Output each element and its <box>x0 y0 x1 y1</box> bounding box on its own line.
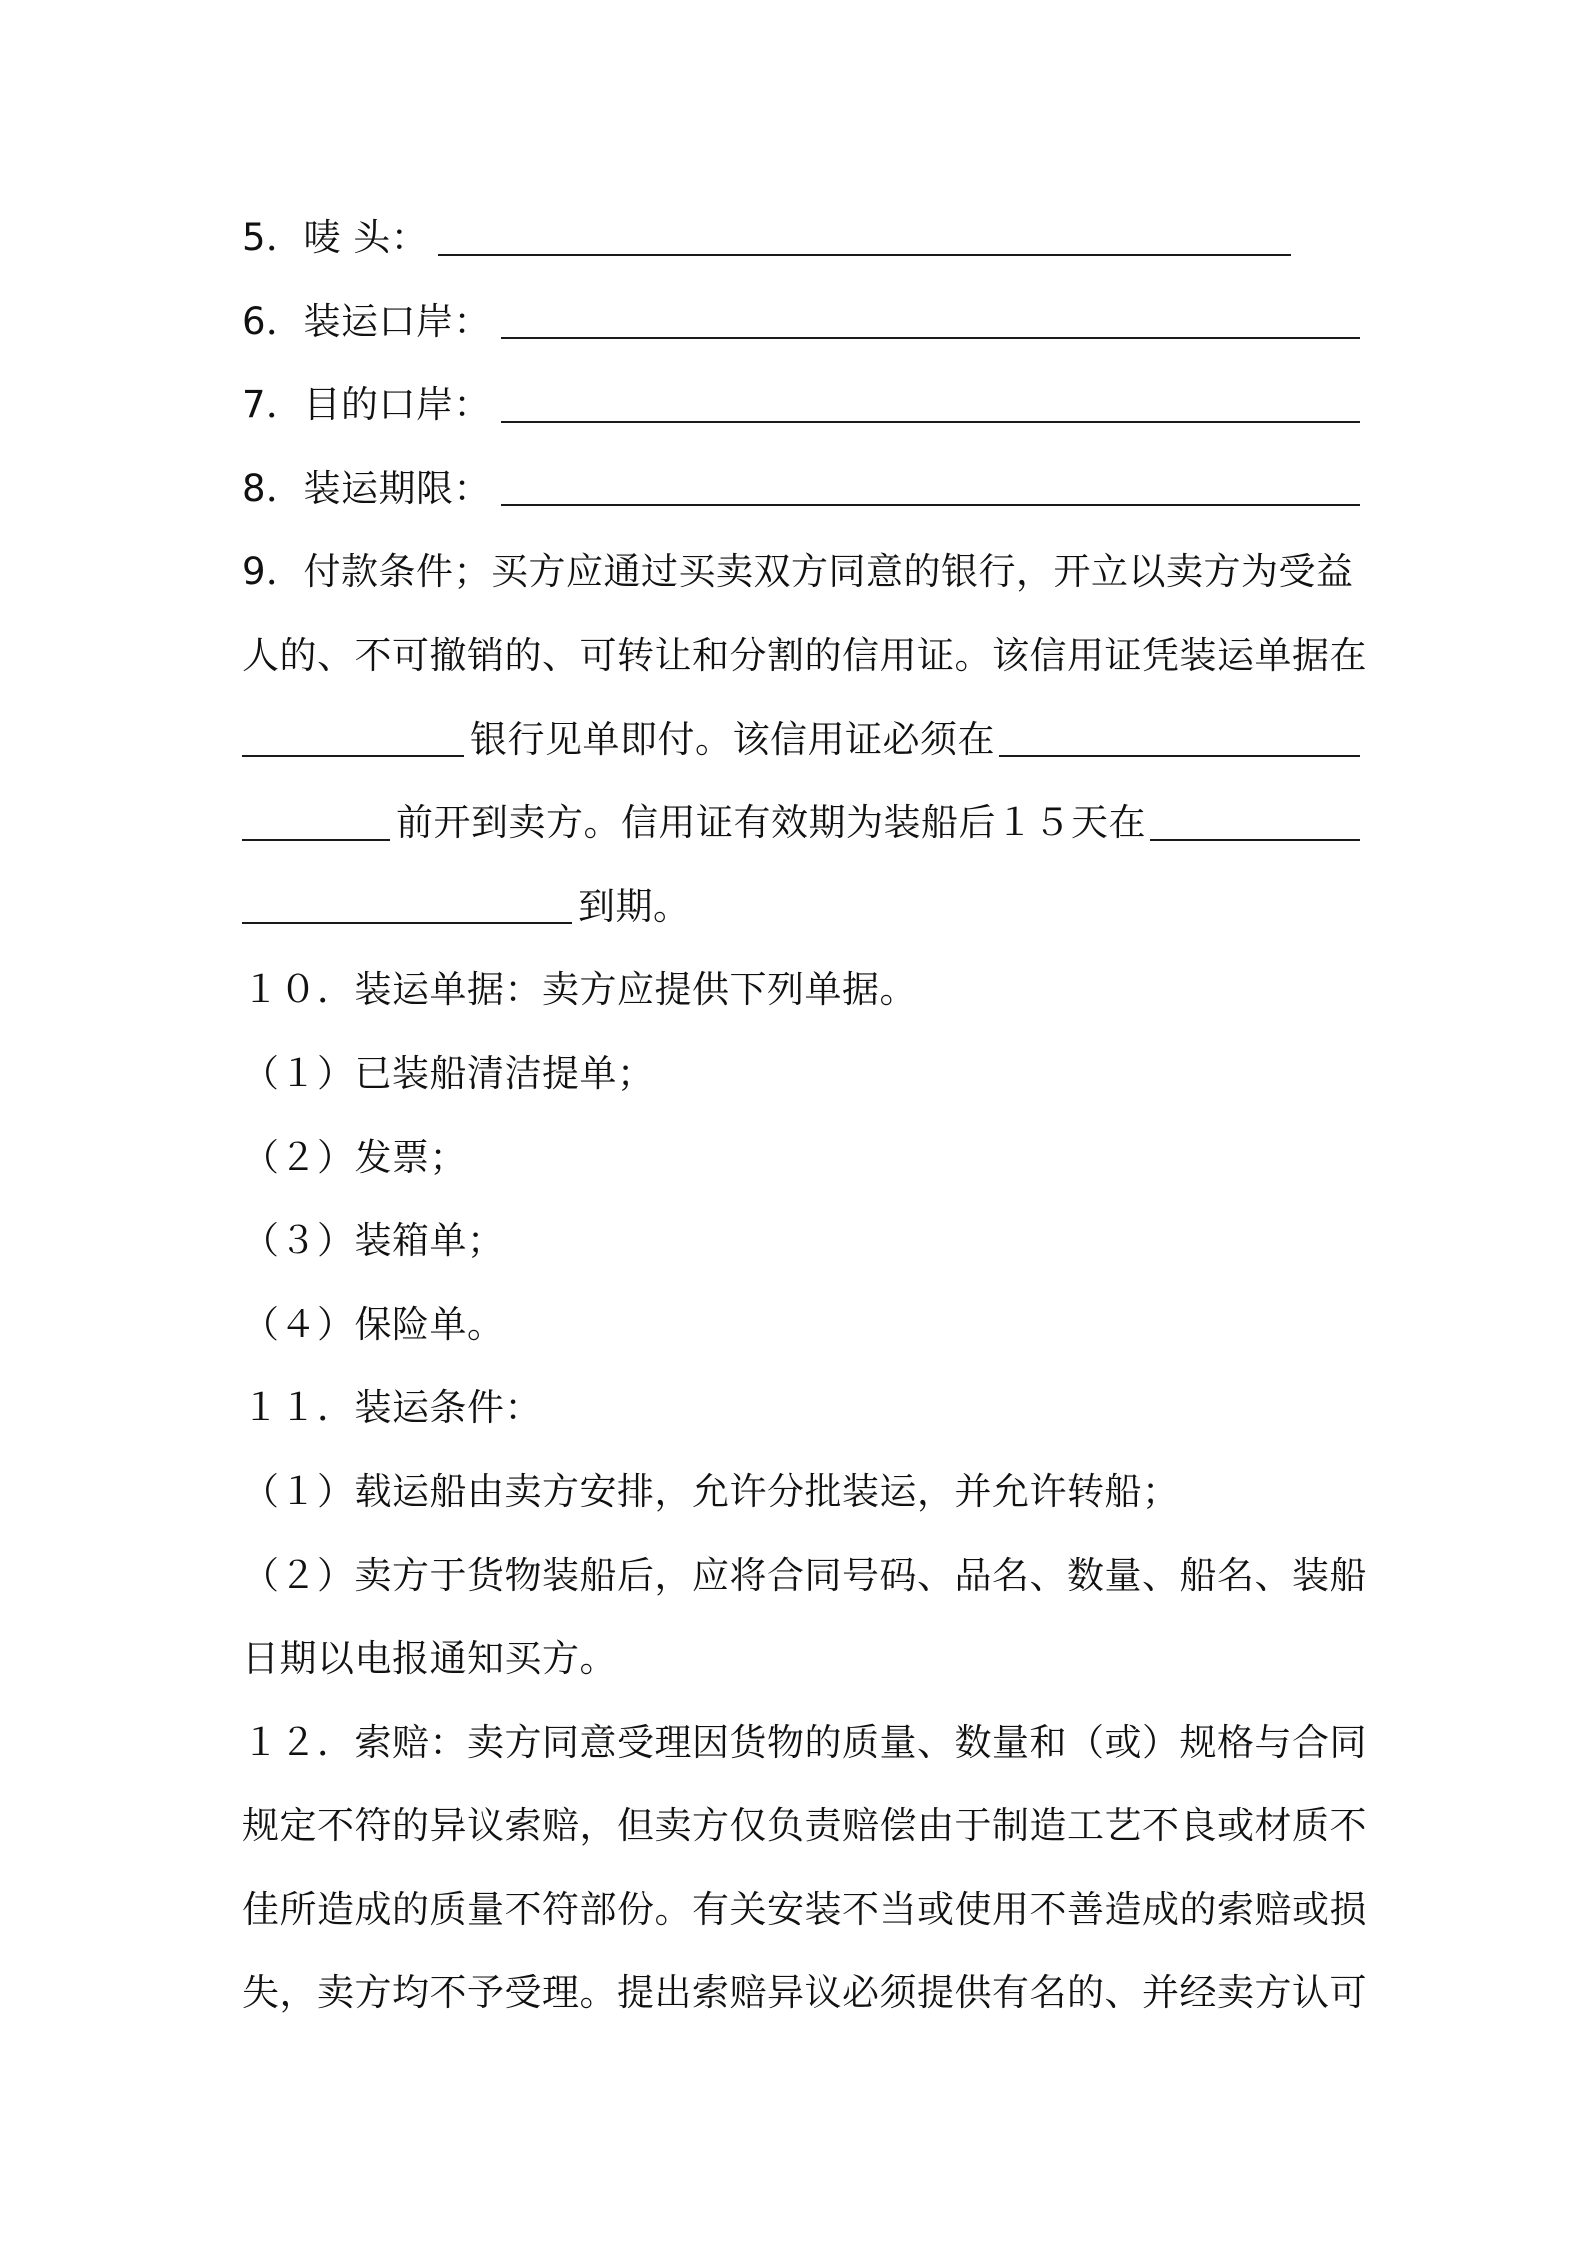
item-8-label: 8．装运期限： <box>242 466 492 510</box>
item-9-text-3: 银行见单即付。该信用证必须在 <box>470 717 995 761</box>
item-7-label: 7．目的口岸： <box>242 383 492 427</box>
item-9-text-5: 到期。 <box>578 884 691 928</box>
item-10-doc-3 <box>242 1199 1360 1283</box>
item-10-heading <box>242 948 1360 1032</box>
item-11-heading <box>242 1366 1360 1450</box>
item-11-cond-2-text-2: 日期以电报通知买方。 <box>242 1637 617 1681</box>
item-11-cond-1-text: （１）载运船由卖方安排，允许分批装运，并允许转船； <box>242 1469 1180 1513</box>
item-12-text-2: 规定不符的异议索赔，但卖方仅负责赔偿由于制造工艺不良或材质不 <box>242 1804 1367 1848</box>
item-10-text: １０．装运单据：卖方应提供下列单据。 <box>242 968 917 1012</box>
item-10-doc-3-text: （３）装箱单； <box>242 1219 505 1263</box>
marks-blank-field[interactable] <box>438 254 1291 256</box>
lc-open-date-blank-field-cont[interactable] <box>242 839 390 841</box>
item-9-line-3 <box>242 698 1360 782</box>
item-9-text-1: 9．付款条件；买方应通过买卖双方同意的银行，开立以卖方为受益 <box>242 550 1354 594</box>
item-9-line-4 <box>242 781 1360 865</box>
document-body <box>242 196 1367 2035</box>
lc-expiry-place-blank-field-cont[interactable] <box>242 922 572 924</box>
item-11-cond-2-text-1: （２）卖方于货物装船后，应将合同号码、品名、数量、船名、装船 <box>242 1553 1367 1597</box>
item-10-doc-1-text: （１）已装船清洁提单； <box>242 1051 655 1095</box>
item-10-doc-2 <box>242 1116 1360 1200</box>
item-12-line-3 <box>242 1868 1367 1952</box>
item-8-shipment-period <box>242 447 1360 531</box>
item-12-text-4: 失，卖方均不予受理。提出索赔异议必须提供有名的、并经卖方认可 <box>242 1971 1367 2015</box>
item-12-line-2 <box>242 1784 1367 1868</box>
item-6-label: 6．装运口岸： <box>242 299 492 343</box>
item-11-cond-2-line-1 <box>242 1534 1367 1618</box>
item-9-line-5 <box>242 865 1360 949</box>
item-11-text: １１．装运条件： <box>242 1386 542 1430</box>
item-9-line-2 <box>242 614 1367 698</box>
item-10-doc-4-text: （４）保险单。 <box>242 1302 505 1346</box>
item-10-doc-2-text: （２）发票； <box>242 1135 467 1179</box>
item-11-cond-1 <box>242 1450 1360 1534</box>
item-12-line-1 <box>242 1701 1367 1785</box>
item-10-doc-4 <box>242 1283 1360 1367</box>
item-5-label: 5．唛 头： <box>242 216 429 259</box>
item-9-text-4: 前开到卖方。信用证有效期为装船后１５天在 <box>396 801 1146 845</box>
bank-blank-field[interactable] <box>242 755 464 757</box>
item-9-line-1 <box>242 530 1360 614</box>
item-12-line-4 <box>242 1951 1367 2035</box>
item-9-text-2: 人的、不可撤销的、可转让和分割的信用证。该信用证凭装运单据在 <box>242 633 1367 677</box>
port-of-loading-blank-field[interactable] <box>501 337 1360 339</box>
item-12-text-1: １２．索赔：卖方同意受理因货物的质量、数量和（或）规格与合同 <box>242 1720 1367 1764</box>
item-10-doc-1 <box>242 1032 1360 1116</box>
lc-open-date-blank-field[interactable] <box>999 755 1360 757</box>
item-5-marks <box>242 196 1360 280</box>
item-7-port-of-destination <box>242 363 1360 447</box>
lc-expiry-place-blank-field[interactable] <box>1150 839 1360 841</box>
port-of-destination-blank-field[interactable] <box>501 421 1360 423</box>
item-12-text-3: 佳所造成的质量不符部份。有关安装不当或使用不善造成的索赔或损 <box>242 1887 1367 1931</box>
shipment-period-blank-field[interactable] <box>501 504 1360 506</box>
item-6-port-of-loading <box>242 280 1360 364</box>
item-11-cond-2-line-2 <box>242 1617 1360 1701</box>
